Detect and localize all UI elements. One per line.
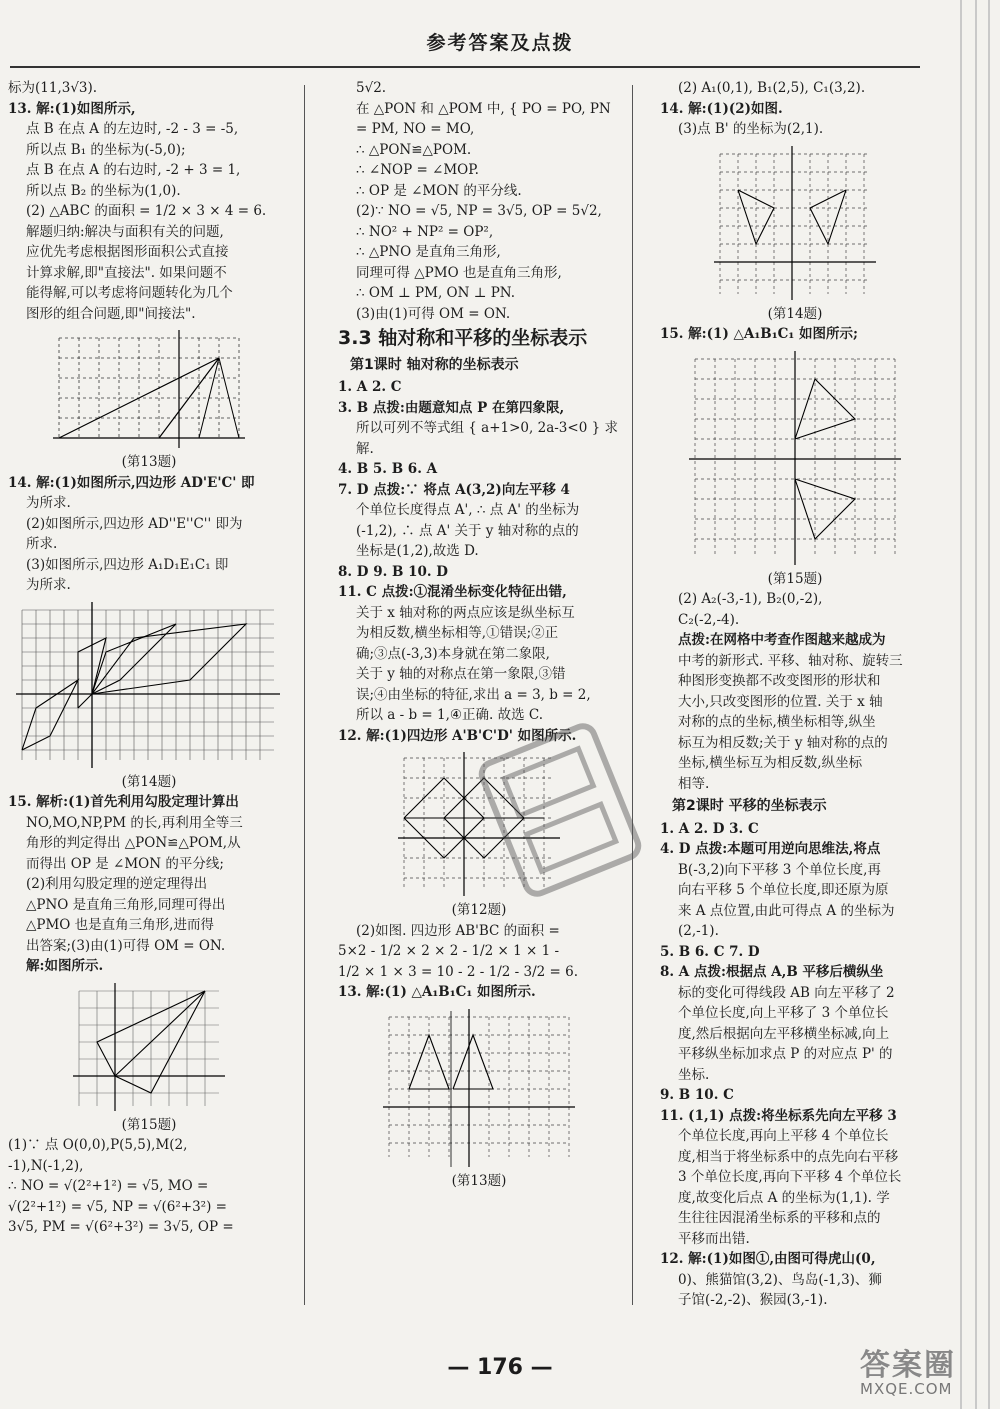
text-line: 标为(11,3√3). — [8, 80, 98, 96]
answer-line: 8. D 9. B 10. D — [338, 563, 448, 580]
text-line: (-1,2), ∴ 点 A' 关于 y 轴对称的点的 — [356, 522, 579, 539]
text-line: 个单位长度,再向上平移 4 个单位长 — [678, 1128, 889, 1144]
text-line: (3)点 B' 的坐标为(2,1). — [678, 121, 824, 137]
text-line: 来 A 点位置,由此可得点 A 的坐标为 — [678, 902, 895, 919]
text-line: 能得解,可以考虑将问题转化为几个 — [26, 285, 233, 301]
answer-line: 4. B 5. B 6. A — [338, 461, 438, 477]
page-edge — [988, 0, 990, 1409]
text-line: ∴ △PNO 是直角三角形, — [356, 244, 501, 260]
question-13: 13. 解:(1) △A₁B₁C₁ 如图所示. — [338, 984, 536, 1000]
figure-13-graph — [49, 328, 249, 452]
page-header-title: 参考答案及点拨 — [426, 32, 574, 54]
figure-13b-caption: (第13题) — [451, 1172, 507, 1189]
text-line: ∴ NO = √(2²+1²) = √5, MO = — [8, 1178, 209, 1194]
column-divider — [632, 85, 633, 1305]
text-line: 3√5, PM = √(6²+3²) = 3√5, OP = — [8, 1219, 234, 1235]
figure-14c-graph — [710, 144, 880, 304]
text-line: 个单位长度得点 A', ∴ 点 A' 的坐标为 — [356, 502, 580, 518]
text-line: △PNO 是直角三角形,同理可得出 — [26, 896, 226, 913]
text-line: ∴ △PON≌△POM. — [356, 141, 472, 158]
lesson-title: 第1课时 轴对称的坐标表示 — [350, 356, 519, 373]
site-watermark — [860, 1340, 956, 1398]
text-line: 坐标是(1,2),故选 D. — [356, 543, 479, 559]
text-line: 图形的组合问题,即"间接法". — [26, 305, 196, 322]
text-line: (2)如图. 四边形 AB'BC 的面积 = — [356, 922, 560, 939]
text-line: 相等. — [678, 775, 710, 792]
text-line: 计算求解,即"直接法". 如果问题不 — [26, 264, 227, 281]
question-12: 12. 解:(1)四边形 A'B'C'D' 如图所示. — [338, 727, 577, 744]
answer-line: 1. A 2. D 3. C — [660, 820, 759, 837]
figure-14-caption: (第14题) — [121, 773, 177, 790]
text-line: 大小,只改变图形的位置. 关于 x 轴 — [678, 693, 883, 710]
text-line: 平移而出错. — [678, 1230, 750, 1247]
text-line: (3)由(1)可得 OM = ON. — [356, 305, 511, 322]
answer-line: 8. A 点拨:根据点 A,B 平移后横纵坐 — [660, 964, 884, 980]
text-line: 关于 y 轴的对称点在第一象限,③错 — [356, 666, 566, 682]
page-number: — 176 — — [447, 1355, 553, 1380]
column-divider — [304, 85, 305, 1305]
question-15: 15. 解析:(1)首先利用勾股定理计算出 — [8, 794, 239, 810]
text-line: 点 B 在点 A 的左边时, -2 - 3 = -5, — [26, 121, 239, 137]
text-line: 所以 a - b = 1,④正确. 故选 C. — [356, 707, 544, 723]
text-line: B(-3,2)向下平移 3 个单位长度,再 — [678, 861, 881, 878]
text-line: 中考的新形式. 平移、轴对称、旋转三 — [678, 652, 903, 669]
text-line: 误;④由坐标的特征,求出 a = 3, b = 2, — [356, 686, 591, 703]
answer-line: 11. C 点拨:①混淆坐标变化特征出错, — [338, 584, 567, 600]
text-line: 为相反数,横坐标相等,①错误;②正 — [356, 625, 559, 641]
text-line: 度,相当于将坐标系中的点先向右平移 — [678, 1148, 899, 1165]
text-line: 所以点 B₁ 的坐标为(-5,0); — [26, 141, 186, 158]
text-line: 关于 x 轴对称的两点应该是纵坐标互 — [356, 604, 575, 621]
section-title: 3.3 轴对称和平移的坐标表示 — [338, 327, 588, 349]
figure-15-graph — [69, 981, 229, 1115]
text-line: ∴ NO² + NP² = OP², — [356, 223, 494, 240]
text-line: 5×2 - 1/2 × 2 × 2 - 1/2 × 1 × 1 - — [338, 943, 560, 959]
text-line: 种图形变换都不改变图形的形状和 — [678, 673, 881, 689]
text-line: (3)如图所示,四边形 A₁D₁E₁C₁ 即 — [26, 556, 229, 573]
text-line: NO,MO,NP,PM 的长,再利用全等三 — [26, 814, 243, 831]
figure-15c-caption: (第15题) — [767, 570, 823, 587]
column-left — [8, 78, 290, 1238]
text-line: 所求. — [26, 536, 58, 552]
answer-line: 1. A 2. C — [338, 379, 402, 395]
answer-line: 4. D 点拨:本题可用逆向思维法,将点 — [660, 841, 881, 857]
tip-heading: 点拨:在网格中考查作图越来越成为 — [678, 632, 886, 648]
text-line: 0)、熊猫馆(3,2)、鸟岛(-1,3)、狮 — [678, 1271, 882, 1288]
figure-14-graph — [14, 600, 284, 772]
answer-line: 9. B 10. C — [660, 1087, 734, 1103]
text-line: 个单位长度,向上平移了 3 个单位长 — [678, 1005, 889, 1021]
question-15: 15. 解:(1) △A₁B₁C₁ 如图所示; — [660, 326, 858, 342]
text-line: 坐标,横坐标互为相反数,纵坐标 — [678, 755, 863, 771]
text-line: (2)利用勾股定理的逆定理得出 — [26, 876, 208, 892]
text-line: C₂(-2,-4). — [678, 611, 740, 628]
figure-15c-graph — [685, 349, 905, 569]
text-line: 所以点 B₂ 的坐标为(1,0). — [26, 182, 181, 199]
text-line: 度,故变化后点 A 的坐标为(1,1). 学 — [678, 1189, 890, 1206]
text-line: (2,-1). — [678, 923, 719, 939]
lesson-title: 第2课时 平移的坐标表示 — [672, 798, 827, 814]
watermark-title: 答案圈 — [860, 1348, 956, 1383]
text-line: 同理可得 △PMO 也是直角三角形, — [356, 264, 562, 281]
page-edge — [960, 0, 962, 1409]
text-line: 角形的判定得出 △PON≌△POM,从 — [26, 835, 241, 851]
text-line: 确;③点(-3,3)本身就在第二象限, — [356, 645, 550, 662]
tip-heading: 解题归纳:解决与面积有关的问题, — [26, 223, 224, 240]
text-line: 生往往因混淆坐标系的平移和点的 — [678, 1210, 881, 1226]
text-line: 在 △PON 和 △POM 中, { PO = PO, PN = PM, NO = MO, — [356, 100, 611, 137]
text-line: 3 个单位长度,再向下平移 4 个单位长 — [678, 1169, 902, 1185]
text-line: ∴ ∠NOP = ∠MOP. — [356, 162, 479, 178]
figure-15-caption: (第15题) — [121, 1116, 177, 1133]
question-14: 14. 解:(1)(2)如图. — [660, 100, 783, 117]
answer-line: 11. (1,1) 点拨:将坐标系先向左平移 3 — [660, 1107, 897, 1124]
text-line: 为所求. — [26, 577, 71, 593]
figure-14c-caption: (第14题) — [767, 305, 823, 322]
text-line: 子馆(-2,-2)、猴园(3,-1). — [678, 1292, 828, 1308]
column-right — [660, 78, 930, 1311]
text-line: 应优先考虑根据图形面积公式直接 — [26, 244, 229, 260]
text-line: (2) A₁(0,1), B₁(2,5), C₁(3,2). — [678, 80, 866, 96]
text-line: ∴ OM ⊥ PM, ON ⊥ PN. — [356, 285, 516, 301]
text-line: (2) △ABC 的面积 = 1/2 × 3 × 4 = 6. — [26, 203, 267, 219]
text-line: 坐标. — [678, 1066, 710, 1083]
watermark-url: MXQE.COM — [860, 1380, 953, 1398]
text-line: 1/2 × 1 × 3 = 10 - 2 - 1/2 - 3/2 = 6. — [338, 963, 579, 980]
text-line: 对称的点的坐标,横坐标相等,纵坐 — [678, 714, 876, 730]
text-line: √(2²+1²) = √5, NP = √(6²+3²) = — [8, 1198, 227, 1215]
text-line: (1)∵ 点 O(0,0),P(5,5),M(2, — [8, 1137, 188, 1153]
text-line: 标互为相反数;关于 y 轴对称的点的 — [678, 734, 888, 751]
text-line: 度,然后根据向左平移横坐标减,向上 — [678, 1025, 890, 1042]
text-line: (2)如图所示,四边形 AD''E''C'' 即为 — [26, 515, 243, 532]
text-line: 5√2. — [356, 80, 387, 96]
figure-13-caption: (第13题) — [121, 454, 177, 470]
text-line: (2) A₂(-3,-1), B₂(0,-2), — [678, 591, 823, 607]
text-line: 而得出 OP 是 ∠MON 的平分线; — [26, 855, 224, 872]
column-middle — [338, 78, 620, 1191]
text-line: 所以可列不等式组 { a+1>0, 2a-3<0 } 求解. — [356, 420, 618, 457]
text-line: 出答案;(3)由(1)可得 OM = ON. — [26, 937, 226, 954]
answer-line: 5. B 6. C 7. D — [660, 943, 760, 960]
figure-13b-graph — [379, 1007, 579, 1171]
figure-12-caption: (第12题) — [451, 902, 507, 918]
header-rule — [10, 66, 920, 68]
answer-line: 3. B 点拨:由题意知点 P 在第四象限, — [338, 399, 565, 416]
page-edge — [975, 0, 977, 1409]
question-14: 14. 解:(1)如图所示,四边形 AD'E'C' 即 — [8, 474, 255, 491]
text-line: 为所求. — [26, 495, 71, 511]
text-line: 向右平移 5 个单位长度,即还原为原 — [678, 882, 889, 898]
text-line: △PMO 也是直角三角形,进而得 — [26, 917, 214, 933]
text-line: 标的变化可得线段 AB 向左平移了 2 — [678, 984, 895, 1001]
text-line: ∴ OP 是 ∠MON 的平分线. — [356, 182, 522, 199]
question-12: 12. 解:(1)如图①,由图可得虎山(0, — [660, 1251, 876, 1267]
question-13: 13. 解:(1)如图所示, — [8, 100, 136, 117]
text-line: 点 B 在点 A 的右边时, -2 + 3 = 1, — [26, 162, 241, 178]
answer-line: 7. D 点拨:∵ 将点 A(3,2)向左平移 4 — [338, 481, 570, 498]
text-line: 平移纵坐标加求点 P 的对应点 P' 的 — [678, 1046, 893, 1062]
text-line: (2)∵ NO = √5, NP = 3√5, OP = 5√2, — [356, 203, 602, 219]
text-line: 解:如图所示. — [26, 958, 104, 974]
text-line: -1),N(-1,2), — [8, 1157, 84, 1174]
